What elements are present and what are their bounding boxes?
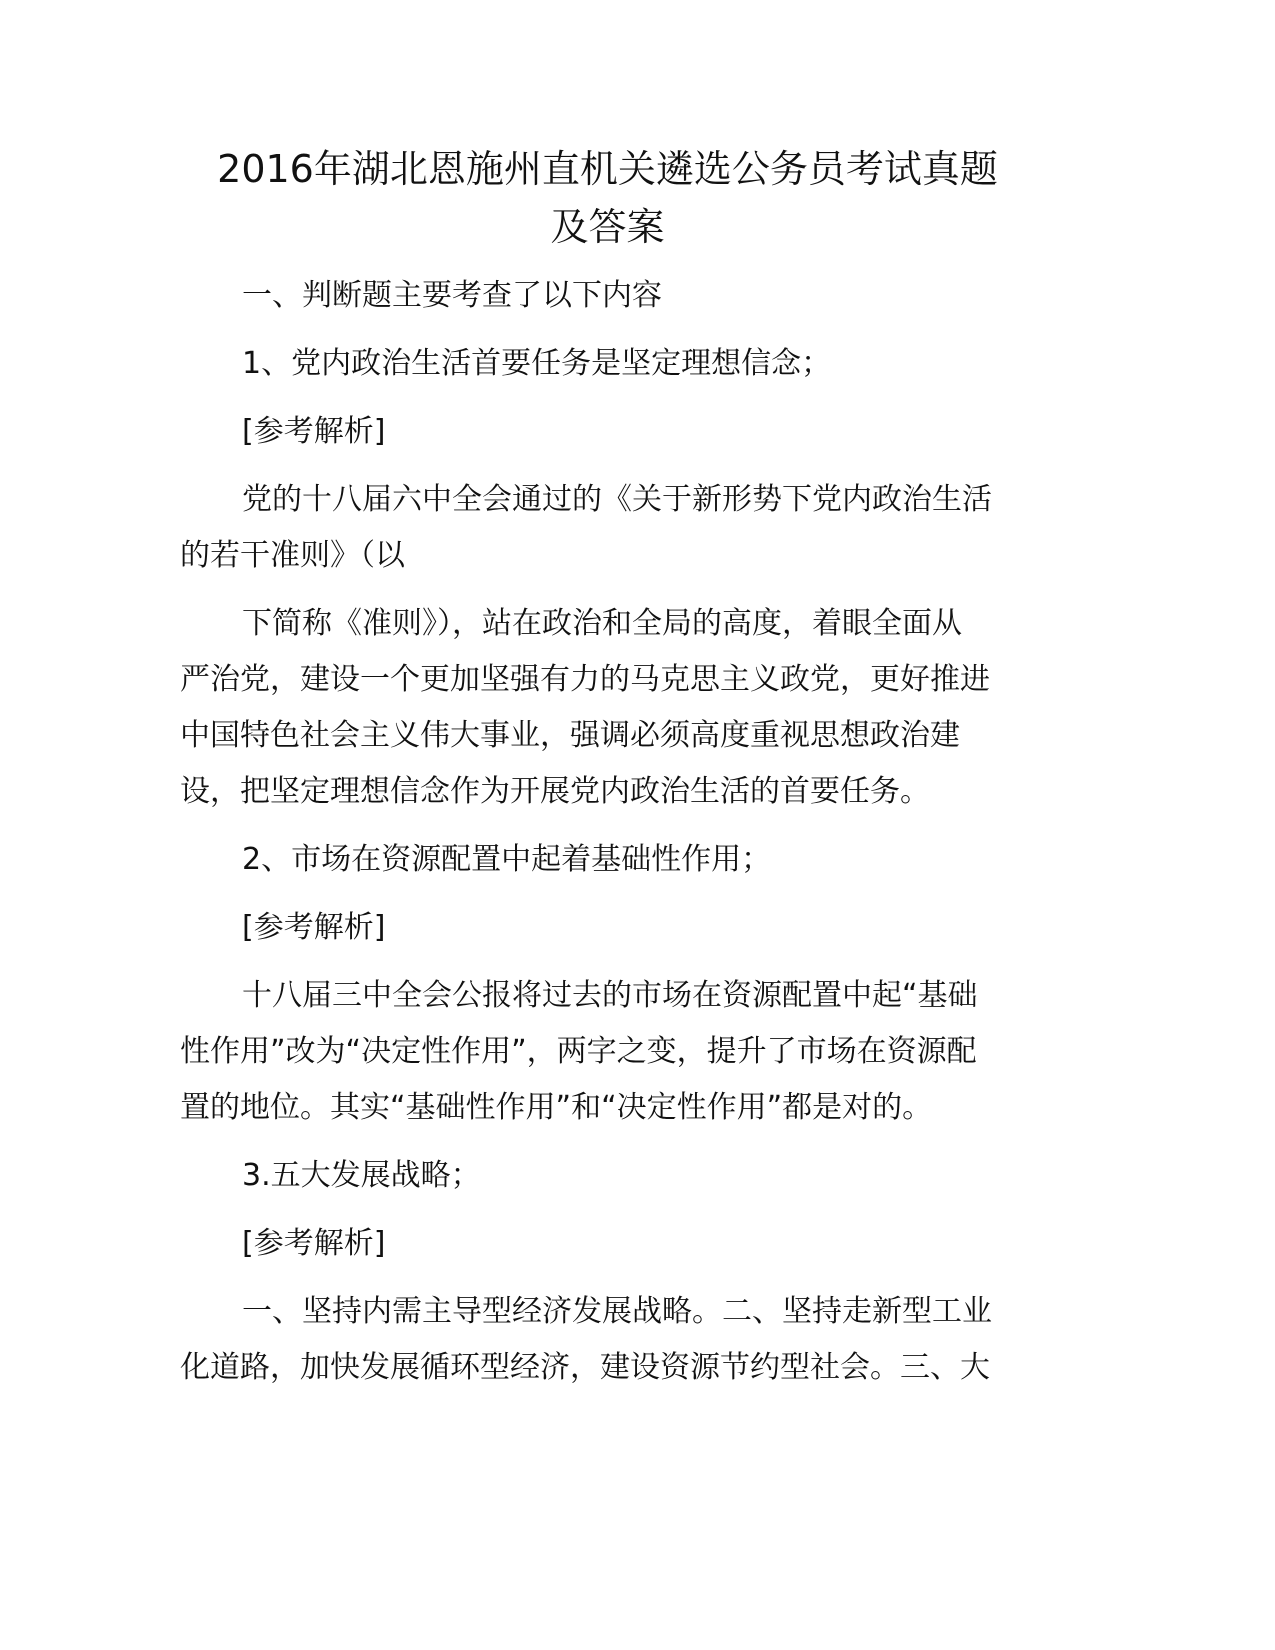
title-line-2: 及答案 [550, 205, 665, 249]
paragraph [180, 404, 1035, 460]
paragraph-line: 一、坚持内需主导型经济发展战略。二、坚持走新型工业 [242, 1294, 992, 1329]
paragraph-line: 严治党，建设一个更加坚强有力的马克思主义政党，更好推进 [180, 662, 990, 697]
title-line-1: 2016年湖北恩施州直机关遴选公务员考试真题 [217, 147, 998, 191]
paragraph-line: 性作用”改为“决定性作用”，两字之变，提升了市场在资源配 [180, 1034, 977, 1069]
document-title [180, 140, 1035, 256]
paragraph [180, 596, 1035, 820]
paragraph [180, 1284, 1035, 1396]
paragraph-line: 党的十八届六中全会通过的《关于新形势下党内政治生活 [242, 482, 992, 517]
paragraph-line: 置的地位。其实“基础性作用”和“决定性作用”都是对的。 [180, 1090, 933, 1125]
paragraph-line: 的若干准则》（以 [180, 538, 405, 573]
paragraph [180, 268, 1035, 324]
paragraph [180, 900, 1035, 956]
paragraph [180, 968, 1035, 1136]
paragraph [180, 336, 1035, 392]
paragraph-line: 一、判断题主要考查了以下内容 [242, 278, 662, 313]
paragraph-line: 1、党内政治生活首要任务是坚定理想信念； [242, 346, 832, 381]
paragraph-line: 下简称《准则》），站在政治和全局的高度，着眼全面从 [242, 606, 962, 641]
document-body [180, 268, 1035, 1396]
document-page [180, 140, 1035, 1408]
paragraph-line: [参考解析] [242, 1226, 386, 1261]
paragraph-line: 3.五大发展战略； [242, 1158, 481, 1193]
paragraph [180, 832, 1035, 888]
paragraph [180, 1148, 1035, 1204]
paragraph [180, 1216, 1035, 1272]
paragraph-line: 化道路，加快发展循环型经济，建设资源节约型社会。三、大 [180, 1350, 990, 1385]
paragraph-line: 2、市场在资源配置中起着基础性作用； [242, 842, 772, 877]
paragraph-line: 十八届三中全会公报将过去的市场在资源配置中起“基础 [242, 978, 978, 1013]
paragraph-line: 设，把坚定理想信念作为开展党内政治生活的首要任务。 [180, 774, 930, 809]
paragraph-line: [参考解析] [242, 910, 386, 945]
paragraph-line: 中国特色社会主义伟大事业，强调必须高度重视思想政治建 [180, 718, 960, 753]
paragraph-line: [参考解析] [242, 414, 386, 449]
paragraph [180, 472, 1035, 584]
